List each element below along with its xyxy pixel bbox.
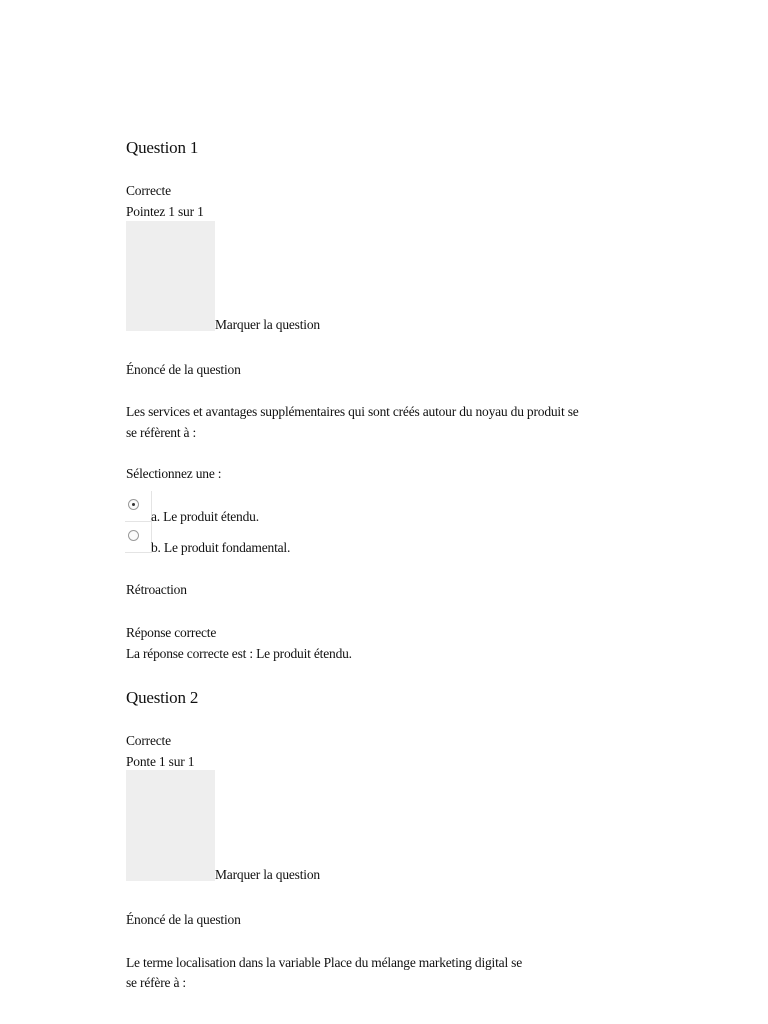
question-1-select-prompt: Sélectionnez une : [126,466,222,481]
option-b-label[interactable]: b. Le produit fondamental. [151,540,291,555]
option-a-radio[interactable] [128,499,139,510]
question-2-statement-heading: Énoncé de la question [126,912,241,927]
option-a-label[interactable]: a. Le produit étendu. [151,509,259,524]
question-1-feedback-result: Réponse correcte [126,625,217,640]
question-2-status: Correcte [126,733,171,748]
question-2-text-line-1: Le terme localisation dans la variable Place du mélange marketing digital se [126,955,523,970]
question-2-text-line-2: se réfère à : [126,975,186,990]
question-2-title: Question 2 [126,688,199,707]
question-2-flag-image[interactable] [126,770,215,881]
question-1-status: Correcte [126,183,171,198]
question-1-text-line-1: Les services et avantages supplémentaires qui sont créés autour du noyau du produit se [126,404,579,419]
question-2-points: Ponte 1 sur 1 [126,754,195,769]
question-1-feedback-answer: La réponse correcte est : Le produit étendu. [126,646,352,661]
question-1-statement-heading: Énoncé de la question [126,362,241,377]
radio-selected-dot [132,503,135,506]
question-1-flag-image[interactable] [126,221,215,331]
question-1-flag-link[interactable]: Marquer la question [215,317,320,332]
question-1-title: Question 1 [126,138,199,157]
question-1-text-line-2: se réfèrent à : [126,425,197,440]
question-2-flag-link[interactable]: Marquer la question [215,867,320,882]
option-b-radio[interactable] [128,530,139,541]
question-1-feedback-heading: Rétroaction [126,582,187,597]
question-1-points: Pointez 1 sur 1 [126,204,204,219]
